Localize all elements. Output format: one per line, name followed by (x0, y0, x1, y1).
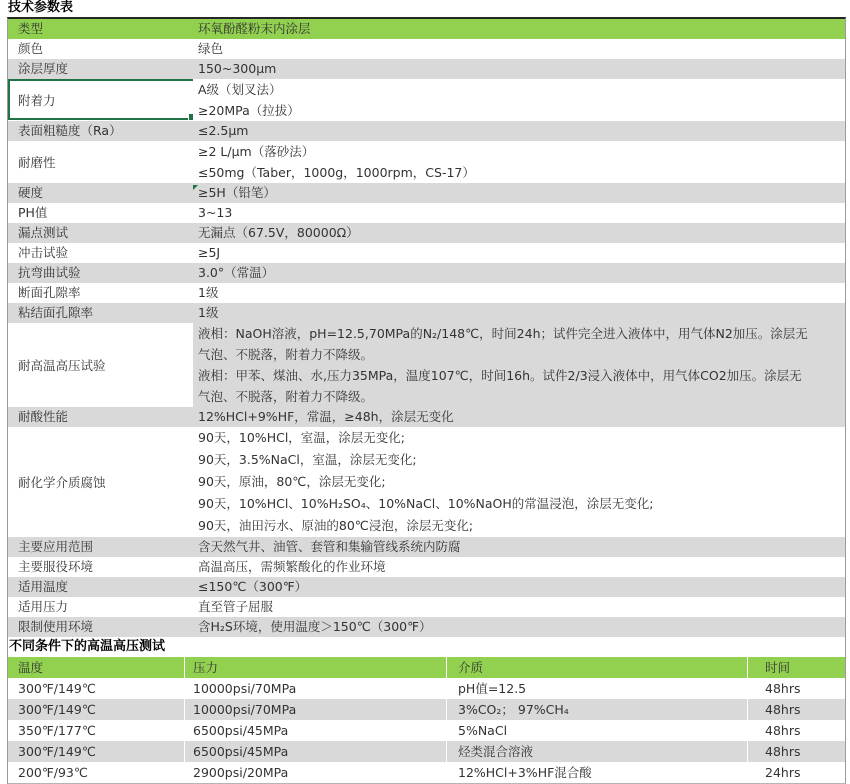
row-service-environment (8, 557, 845, 577)
row-color (8, 39, 845, 59)
label-cell[interactable]: PH值 (18, 205, 48, 220)
value-line: ≤50mg（Taber，1000g，1000rpm，CS-17） (198, 165, 475, 180)
label-cell[interactable]: 抗弯曲试验 (18, 265, 81, 280)
table2-row (8, 720, 845, 741)
value-cell[interactable]: 含H₂S环境，使用温度＞150℃（300℉） (198, 619, 432, 634)
value-line: 液相：甲苯、煤油、水,压力35MPa，温度107℃，时间16h。试件2/3浸入液体中，用气体CO2加压。涂层无 (198, 368, 802, 383)
value-cell[interactable]: 3~13 (198, 205, 233, 220)
value-line: 90天，10%HCl、10%H₂SO₄、10%NaCl、10%NaOH的常温浸泡，涂层无变化; (198, 496, 654, 511)
value-cell[interactable]: 150~300μm (198, 61, 277, 76)
row-abrasion-resistance (8, 141, 845, 183)
label-cell[interactable]: 适用压力 (18, 599, 69, 614)
value-cell[interactable]: 无漏点（67.5V，80000Ω） (198, 225, 359, 240)
value-cell[interactable]: 环氧酚醛粉末内涂层 (198, 21, 311, 36)
cell-medium[interactable]: 3%CO₂； 97%CH₄ (447, 699, 748, 720)
row-coating-thickness (8, 59, 845, 79)
cell-time[interactable]: 48hrs (765, 702, 801, 717)
cell-medium[interactable]: 5%NaCl (447, 720, 748, 741)
cell-time[interactable]: 24hrs (765, 765, 801, 780)
row-service-pressure (8, 597, 845, 617)
cell-temperature[interactable]: 300℉/149℃ (8, 699, 185, 720)
row-adhesion (8, 79, 845, 121)
label-cell[interactable]: 涂层厚度 (18, 61, 69, 76)
table2-row (8, 741, 845, 762)
value-cell[interactable]: 含天然气井、油管、套管和集输管线系统内防腐 (198, 539, 461, 554)
value-cell[interactable] (193, 183, 845, 203)
table2-row (8, 678, 845, 699)
cell-pressure[interactable]: 6500psi/45MPa (185, 720, 447, 741)
value-cell[interactable]: 12%HCl+9%HF，常温，≥48h，涂层无变化 (198, 409, 454, 424)
value-line: 90天，油田污水、原油的80℃浸泡，涂层无变化; (198, 518, 474, 533)
label-cell[interactable]: 颜色 (18, 41, 44, 56)
label-cell[interactable]: 漏点测试 (18, 225, 69, 240)
table2-header-row (8, 657, 845, 678)
table1-title: 技术参数表 (8, 0, 74, 15)
cell-time[interactable]: 48hrs (765, 681, 801, 696)
value-line: ≥20MPa（拉拔） (198, 103, 300, 118)
cell-temperature[interactable]: 200℉/93℃ (8, 762, 185, 783)
value-cell[interactable]: ≤150℃（300℉） (198, 579, 308, 594)
value-line: 液相：NaOH溶液，pH=12.5,70MPa的N₂/148℃，时间24h；试件完全进入液体中，用气体N2加压。涂层无 (198, 326, 808, 341)
value-cell[interactable]: 3.0°（常温） (198, 265, 275, 280)
row-hardness (8, 183, 845, 203)
label-cell[interactable]: 限制使用环境 (18, 619, 94, 634)
header-cell-temperature[interactable]: 温度 (8, 657, 185, 678)
label-cell[interactable]: 表面粗糙度（Ra） (18, 123, 122, 138)
label-cell[interactable]: 耐高温高压试验 (18, 358, 106, 373)
value-cell[interactable]: 高温高压，需频繁酸化的作业环境 (198, 559, 386, 574)
cell-temperature[interactable]: 350℉/177℃ (8, 720, 185, 741)
value-cell[interactable]: ≥5J (198, 245, 221, 260)
label-cell[interactable]: 主要应用范围 (18, 539, 94, 554)
row-impact-test (8, 243, 845, 263)
value-cell[interactable]: 绿色 (198, 41, 224, 56)
label-cell[interactable]: 主要服役环境 (18, 559, 94, 574)
label-cell[interactable]: 类型 (18, 21, 44, 36)
label-cell[interactable]: 硬度 (18, 185, 44, 200)
row-acid-resistance (8, 407, 845, 427)
label-cell[interactable]: 适用温度 (18, 579, 69, 594)
row-service-temperature (8, 577, 845, 597)
row-chemical-corrosion (8, 427, 845, 537)
value-line: 90天，3.5%NaCl，室温，涂层无变化; (198, 452, 417, 467)
row-bending-test (8, 263, 845, 283)
value-cell[interactable]: 1级 (198, 285, 219, 300)
value-cell[interactable] (193, 141, 845, 183)
row-type (8, 19, 845, 39)
value-cell[interactable] (193, 323, 845, 407)
label-cell[interactable]: 耐酸性能 (18, 409, 69, 424)
value-cell[interactable]: 直至管子屈服 (198, 599, 274, 614)
label-cell[interactable]: 耐磨性 (18, 155, 56, 170)
table2-row (8, 699, 845, 720)
value-line: 气泡、不脱落，附着力不降级。 (198, 389, 374, 404)
cell-medium[interactable]: pH值=12.5 (447, 678, 748, 699)
row-leak-test (8, 223, 845, 243)
cell-pressure[interactable]: 10000psi/70MPa (185, 678, 447, 699)
row-restricted-environment (8, 617, 845, 637)
cell-medium[interactable]: 烃类混合溶液 (447, 741, 748, 762)
selected-label-cell[interactable] (8, 79, 193, 121)
label-cell[interactable]: 粘结面孔隙率 (18, 305, 94, 320)
cell-time[interactable]: 48hrs (765, 723, 801, 738)
label-text: 附着力 (18, 93, 56, 108)
cell-temperature[interactable]: 300℉/149℃ (8, 741, 185, 762)
cell-time[interactable]: 48hrs (765, 744, 801, 759)
table-frame (7, 17, 846, 784)
value-cell[interactable]: ≤2.5μm (198, 123, 249, 138)
error-triangle-icon (193, 185, 198, 191)
value-cell[interactable] (193, 427, 845, 537)
value-cell[interactable] (193, 79, 845, 121)
header-cell-medium[interactable]: 介质 (447, 657, 748, 678)
row-cross-section-porosity (8, 283, 845, 303)
value-line: 90天，原油，80℃，涂层无变化; (198, 474, 386, 489)
row-application-scope (8, 537, 845, 557)
cell-pressure[interactable]: 10000psi/70MPa (185, 699, 447, 720)
cell-pressure[interactable]: 2900psi/20MPa (185, 762, 447, 783)
value-text: ≥5H（铅笔） (198, 185, 276, 200)
header-cell-time[interactable]: 时间 (765, 660, 791, 675)
row-hthp-test (8, 323, 845, 407)
cell-temperature[interactable]: 300℉/149℃ (8, 678, 185, 699)
row-surface-roughness (8, 121, 845, 141)
row-bonding-surface-porosity (8, 303, 845, 323)
cell-medium[interactable]: 12%HCl+3%HF混合酸 (447, 762, 748, 783)
value-line: 90天，10%HCl，室温，涂层无变化; (198, 430, 406, 445)
value-line: 气泡、不脱落，附着力不降级。 (198, 347, 374, 362)
label-cell[interactable]: 耐化学介质腐蚀 (18, 475, 106, 490)
header-cell-pressure[interactable]: 压力 (185, 657, 447, 678)
table2-row (8, 762, 845, 783)
value-line: A级（划叉法） (198, 82, 282, 97)
cell-pressure[interactable]: 6500psi/45MPa (185, 741, 447, 762)
label-cell[interactable]: 冲击试验 (18, 245, 69, 260)
value-cell[interactable]: 1级 (198, 305, 219, 320)
row-ph (8, 203, 845, 223)
label-cell[interactable]: 断面孔隙率 (18, 285, 81, 300)
table2-title: 不同条件下的高温高压测试 (8, 637, 845, 657)
value-line: ≥2 L/μm（落砂法） (198, 144, 315, 159)
